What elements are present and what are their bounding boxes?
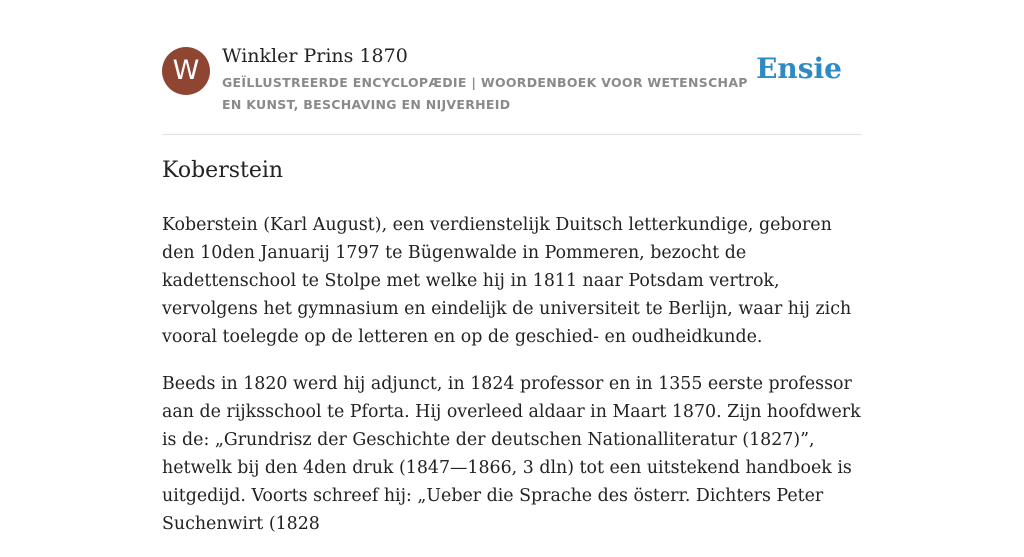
page (162, 0, 862, 534)
article-paragraph: Koberstein (Karl August), een verdienstelijk Duitsch letterkundige, geboren den 10den Januarij 1797 te Bügenwalde in Pommeren, bezocht de kadettenschool te Stolpe met welke hij in 1811 naar Potsdam vertrok, vervolgens het gymnasium en eindelijk de universiteit te Berlijn, waar hij zich vooral toelegde op de letteren en op de geschied- en oudheidkunde. (162, 215, 852, 347)
source-subtitle: GEÏLLUSTREERDE ENCYCLOPÆDIE | WOORDENBOEK VOOR WETENSCHAP EN KUNST, BESCHAVING EN NIJVERHEID (222, 75, 748, 112)
source-header (162, 0, 862, 135)
source-avatar[interactable]: W (162, 47, 210, 95)
ensie-logo-link[interactable]: Ensie (756, 52, 842, 85)
article-title: Koberstein (162, 158, 284, 183)
article-paragraph: Beeds in 1820 werd hij adjunct, in 1824 professor en in 1355 eerste professor aan de rijksschool te Pforta. Hij overleed aldaar in Maart 1870. Zijn hoofdwerk is de: „Grundrisz der Geschichte der deutschen Nationalliteratur (1827)”, hetwelk bij den 4den druk (1847—1866, 3 dln) tot een uitstekend handboek is uitgedijd. Voorts schreef hij: „Ueber die Sprache des österr. Dichters Peter Suchenwirt (1828 (162, 374, 861, 534)
article-body (162, 211, 866, 557)
source-title[interactable]: Winkler Prins 1870 (222, 45, 408, 67)
